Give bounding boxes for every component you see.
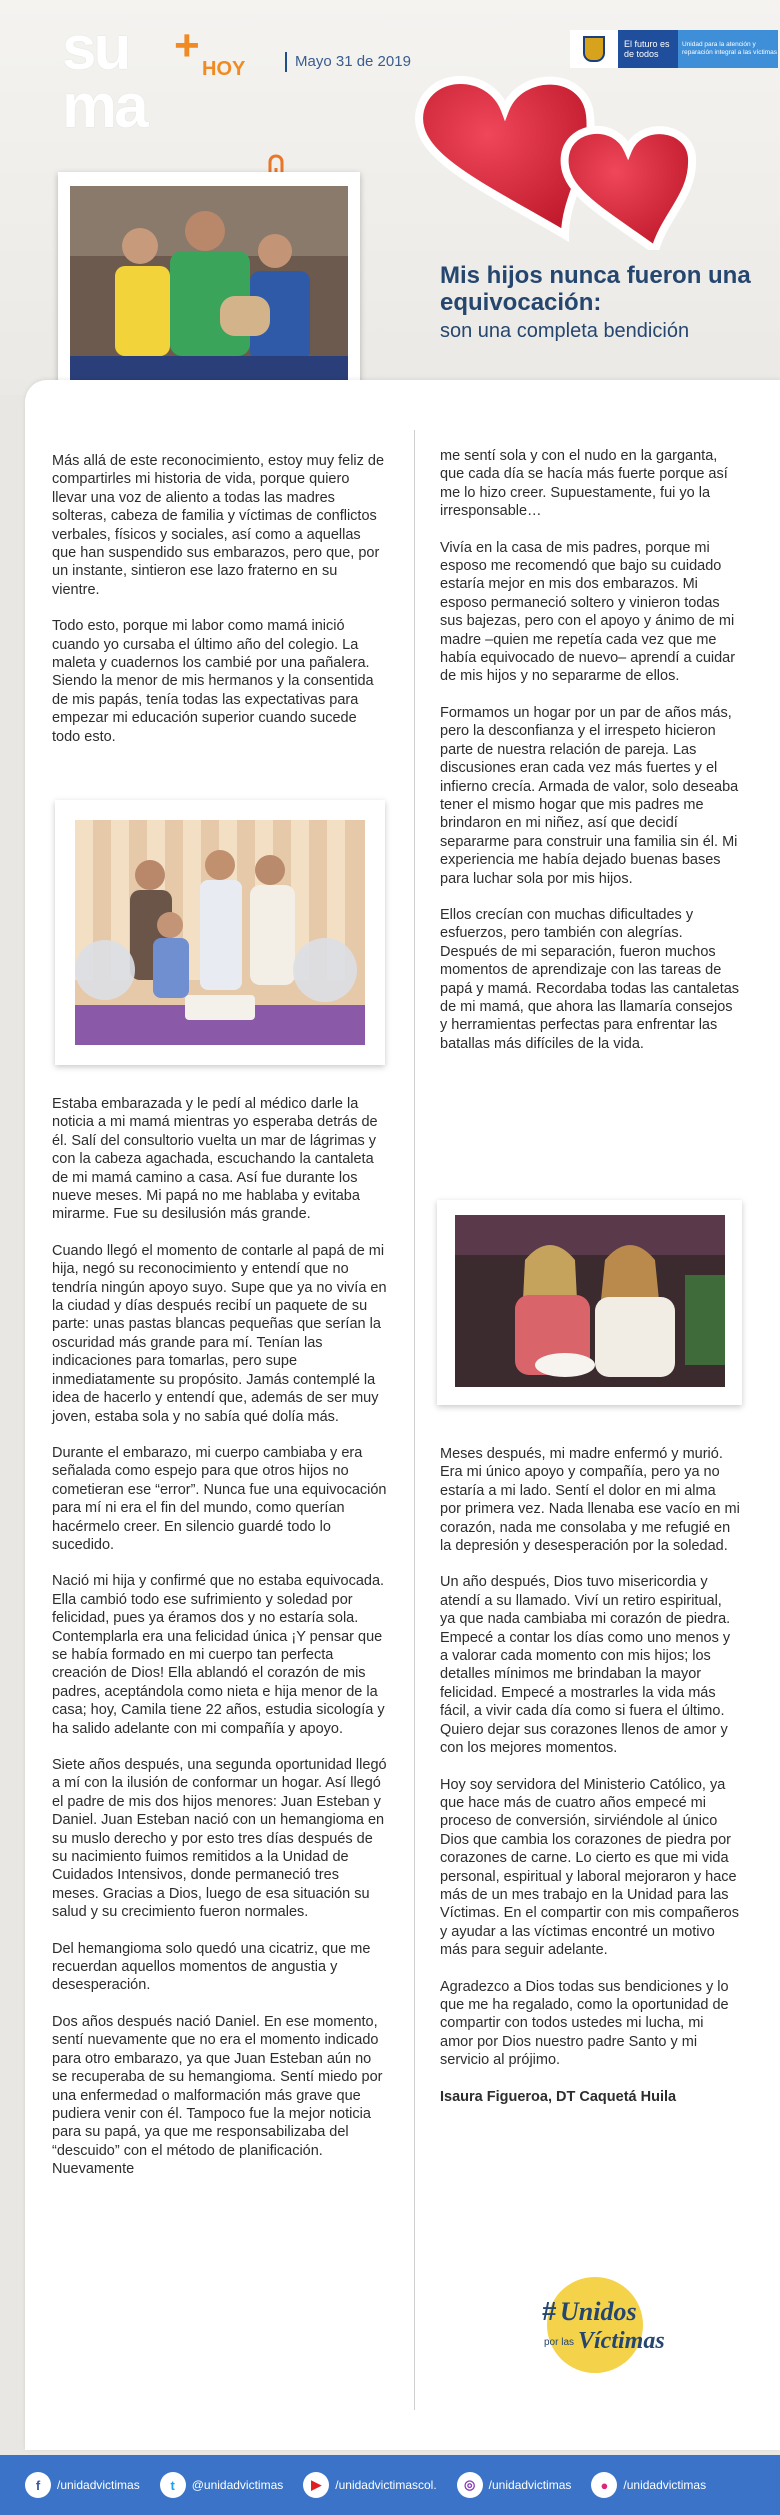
mother-daughter-photo: [455, 1215, 725, 1387]
paragraph: Nació mi hija y confirmé que no estaba equivocada. Ella cambió todo ese sufrimiento y soledad por felicidad, pues ya éramos dos y no estaría sola. Contemplarla era una felicidad única ¡Y pensar que se había formado en mi cuerpo tan perfecta creación de Dios! Ella ablandó el corazón de mis padres, aceptándola como nieta e hija menor de la casa; hoy, Camila tiene 22 años, estudia sicología y ha salido adelante con mi compañía y apoyo.: [52, 1573, 385, 1737]
colombia-shield-icon: [570, 30, 618, 68]
paragraph: Del hemangioma solo quedó una cicatriz, que me recuerdan aquellos momentos de angustia y desesperación.: [52, 1940, 371, 1994]
unidos-por-las-victimas-logo: [520, 2270, 670, 2380]
flickr-link[interactable]: [591, 2472, 706, 2498]
family-photo: [70, 186, 348, 406]
logo-por-las: por las: [544, 2337, 575, 2348]
paragraph: Ellos crecían con muchas dificultades y esfuerzos, pero también con alegrías. Después de mi separación, fueron muchos momentos de aprendizaje con las tareas de papá y mamá. Recordaba todas las cantaletas de mi mamá, que ahora las llamaría consejos y herramientas perfectas para enfrentar las batallas más difíciles de la vida.: [440, 906, 740, 1052]
issue-date: Mayo 31 de 2019: [285, 52, 411, 72]
birthday-photo: [75, 820, 365, 1045]
flickr-handle: /unidadvictimas: [623, 2478, 707, 2492]
logo-victimas: Víctimas: [578, 2328, 665, 2354]
twitter-icon: t: [160, 2472, 186, 2498]
hearts-illustration: [400, 70, 730, 250]
headline-subtitle: son una completa bendición: [440, 320, 690, 342]
headline-title: Mis hijos nunca fueron una equivocación:: [440, 262, 751, 316]
paragraph: Durante el embarazo, mi cuerpo cambiaba y era señalada como espejo para que otros hijos no cometieran ese “error”. Nunca fue una equivocación para mí ni era el fin del mundo, como querían hacérmelo creer. En silencio guardé todo lo sucedido.: [52, 1444, 387, 1553]
column-1-intro: [52, 452, 388, 764]
column-divider: [414, 430, 415, 2410]
instagram-handle: /unidadvictimas: [488, 2478, 572, 2492]
facebook-icon: f: [25, 2472, 51, 2498]
paragraph: Todo esto, porque mi labor como mamá inició cuando yo cursaba el último año del colegio. La maleta y cuadernos los cambié por una pañalera. Siendo la menor de mis hermanos y la consentida de mis papás, tenía todas las expectativas para empezar mi educación superior cuando sucede todo esto.: [52, 618, 374, 745]
paragraph: Estaba embarazada y le pedí al médico darle la noticia a mi mamá mientras yo esperaba detrás de él. Salí del consultorio vuelta un mar de lágrimas y con la cabeza agachada, escuchando la cantaleta de mi mamá camino a casa. Así fue durante los nueve meses. Mi papá no me hablaba y evitaba mirarme. Fue su desilusión más grande.: [52, 1096, 378, 1223]
paragraph: Cuando llegó el momento de contarle al papá de mi hija, negó su reconocimiento y entendí que no tendría ningún apoyo suyo. Supe que ya no vivía en la ciudad y días después recibí un paquete de su parte: unas pastas blancas pequeñas que serían la oscuridad más grande para mí. Tenían las indicaciones para tomarlas, pero supe inmediatamente su propósito. Jamás contemplé la idea de hacerlo y entendí que, además de ser muy joven, estaba sola y no sabía qué dolía más.: [52, 1242, 387, 1425]
suma-hoy-logo: [62, 14, 246, 148]
birthday-photo-frame: [55, 800, 385, 1065]
paragraph: Siete años después, una segunda oportunidad llegó a mí con la ilusión de conformar un hogar. Así llegó el padre de mis dos hijos menores: Juan Esteban y Daniel. Juan Esteban nació con un hemangioma en su muslo derecho y por esto tres días después de su nacimiento fuimos remitidos a la Unidad de Cuidados Intensivos, donde permaneció tres meses. Gracias a Dios, luego de esa situación su salud y su crecimiento fueron normales.: [52, 1757, 387, 1921]
instagram-link[interactable]: [457, 2472, 572, 2498]
youtube-link[interactable]: [303, 2472, 436, 2498]
logo-unidos: Unidos: [560, 2297, 637, 2326]
paragraph: Hoy soy servidora del Ministerio Católico, ya que hace más de cuatro años empecé mi proceso de conversión, sirviéndole al único Dios que cambia los corazones de piedra por corazones de carne. Lo cierto es que mi vida personal, espiritual y laboral mejoraron y hace más de un mes trabajo en la Unidad para las Víctimas. En el compartir con mis compañeros y ayudar a las víctimas encontré un motivo más para seguir adelante.: [440, 1776, 739, 1959]
facebook-link[interactable]: [25, 2472, 140, 2498]
paragraph: Formamos un hogar por un par de años más, pero la desconfianza y el irrespeto hicieron parte de nuestra relación de pareja. Las discusiones eran cada vez más fuertes y el infierno crecía. Armada de valor, solo deseaba tener el mismo hogar que mis padres me brindaron en mi niñez, así que decidí separarme para construir una familia sin él. Mi experiencia me había dejado buenas bases para luchar sola por mis hijos.: [440, 704, 739, 887]
youtube-handle: /unidadvictimascol.: [335, 2478, 437, 2492]
el-futuro-label: El futuro es de todos: [618, 30, 678, 68]
logo-plus: +: [174, 21, 200, 70]
twitter-link[interactable]: [160, 2472, 284, 2498]
logo-hash: #: [542, 2296, 557, 2326]
author-signature: Isaura Figueroa, DT Caquetá Huila: [440, 2088, 677, 2105]
logo-ma: ma: [62, 72, 146, 141]
paragraph: Más allá de este reconocimiento, estoy muy feliz de compartirles mi historia de vida, porque quiero llevar una voz de aliento a todas las madres solteras, cabeza de familia y víctimas de conflictos verbales, físicos y sociales, así como a aquellas que han suspendido sus embarazos, pero que, por un instante, sintieron ese lazo fraterno en su vientre.: [52, 453, 385, 598]
header: [0, 0, 780, 395]
column-2-top: [440, 447, 740, 1071]
paragraph: Dos años después nació Daniel. En ese momento, sentí nuevamente que no era el momento indicado para otro embarazo, ya que Juan Esteban aún no se recuperaba de su hemangioma. Sentí miedo por una enfermedad o malformación más grave que pudiera venir con él. Tampoco fue la mejor noticia para su papá, ya que me responsabilizaba del “descuido” con el método de planificación. Nuevamente: [52, 2013, 383, 2178]
facebook-handle: /unidadvictimas: [57, 2478, 140, 2492]
article-headline: [440, 262, 760, 344]
paragraph: Agradezco a Dios todas sus bendiciones y lo que me ha regalado, como la oportunidad de compartir con todos ustedes mi lucha, mi amor por Dios nuestro padre Santo y mi servicio al prójimo.: [440, 1978, 729, 2069]
paragraph: Un año después, Dios tuvo misericordia y atendí a su llamado. Viví un retiro espiritual, ya que nada cambiaba mi corazón de piedra. Empecé a contar los días como uno menos y a valorar cada momento con mis hijos; los detalles mínimos me brindaban la mayor felicidad. Empecé a mostrarles la vida más fácil, a vivir cada día como si fuera el último. Quiero dejar sus corazones llenos de amor y con los mejores momentos.: [440, 1574, 731, 1757]
twitter-handle: @unidadvictimas: [191, 2478, 284, 2492]
column-1-body: [52, 1095, 388, 2197]
paragraph: Meses después, mi madre enfermó y murió. Era mi único apoyo y compañía, pero ya no estaría a mi lado. Sentí el dolor en mi alma por primera vez. Nada llenaba ese vacío en mi corazón, nada me consolaba y me refugié en la depresión y desesperación por la soledad.: [440, 1446, 740, 1555]
mother-daughter-photo-frame: [437, 1200, 742, 1405]
logo-su: su: [62, 14, 129, 83]
unidad-label: Unidad para la atención y reparación integral a las víctimas: [678, 30, 778, 68]
gov-logo-bar: [570, 30, 778, 68]
column-2-bottom: [440, 1445, 740, 2124]
youtube-icon: ▶: [303, 2472, 329, 2498]
paragraph: me sentí sola y con el nudo en la garganta, que cada día se hacía más fuerte porque así me lo hizo creer. Supuestamente, fui yo la irresponsable…: [440, 448, 728, 520]
footer-social-bar: [0, 2455, 780, 2515]
logo-hoy: HOY: [202, 58, 246, 80]
flickr-icon: ●: [591, 2472, 617, 2498]
instagram-icon: ◎: [457, 2472, 483, 2498]
paragraph: Vivía en la casa de mis padres, porque mi esposo me recomendó que bajo su cuidado estaría mejor en mis dos embarazos. Mi esposo permaneció soltero y vinieron todas sus bajezas, pero con el apoyo y ánimo de mi madre –quien me repetía cada vez que me había equivocado de nuevo– aprendí a cuidar de mis hijos y no separarme de ellos.: [440, 539, 736, 685]
